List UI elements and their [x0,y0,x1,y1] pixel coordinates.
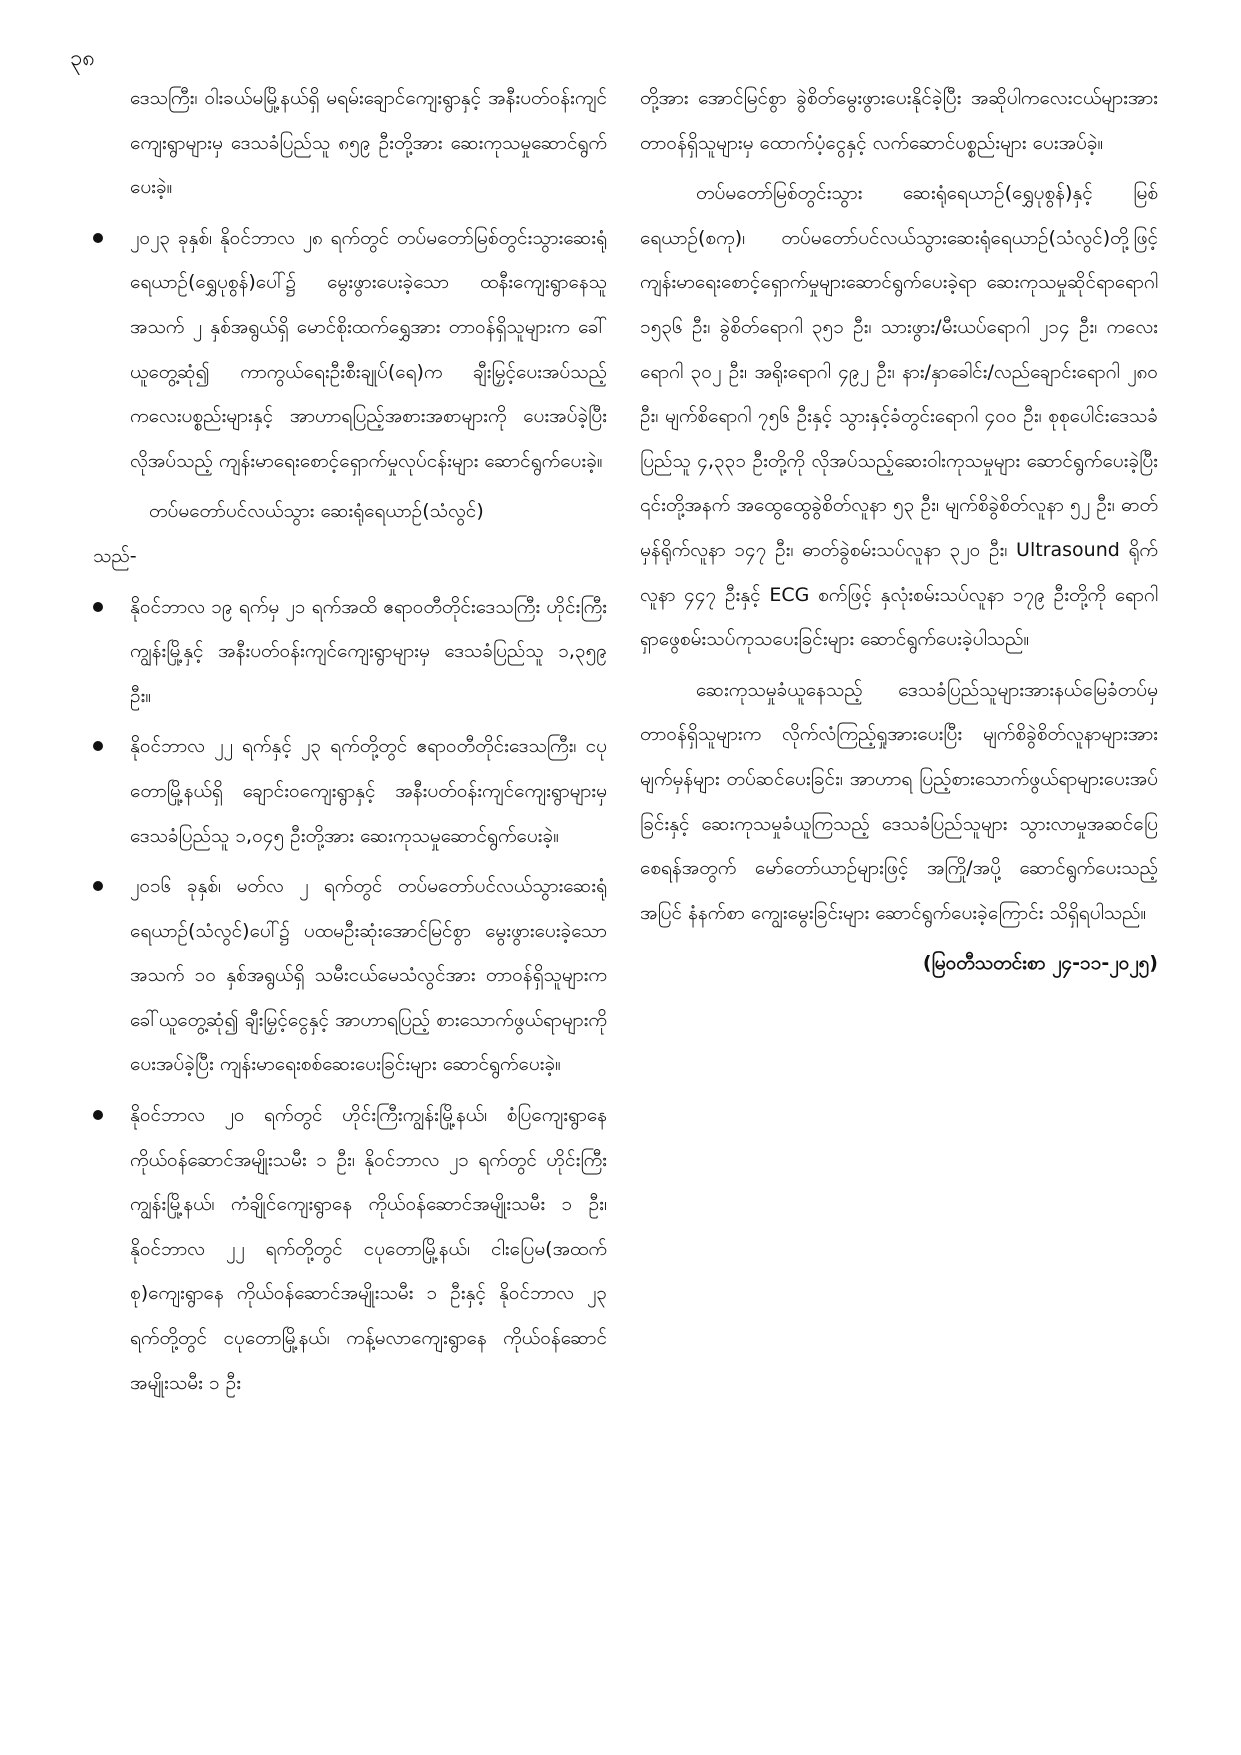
bullet-item [93,585,607,719]
bullet-item [93,724,607,858]
bullet-icon [93,741,103,751]
source-citation: (မြဝတီသတင်းစာ ၂၄-၁၁-၂၀၂၅) [922,952,1158,975]
bullet-list-2 [93,585,607,1406]
bullet-icon [93,881,103,891]
continued-paragraph: တို့အား အောင်မြင်စွာ ခွဲစိတ်မွေးဖွားပေးနိုင်ခဲ့ပြီး အဆိုပါကလေးငယ်များအား တာဝန်ရှိသူများမှ ထောက်ပံ့ငွေနှင့် လက်ဆောင်ပစ္စည်းများ ပေးအပ်ခဲ့။ [640,87,1158,154]
right-column [640,76,1158,986]
page-number: ၃၈ [70,46,95,71]
bullet-icon [93,233,103,243]
bullet-list-1 [93,216,607,484]
left-column [93,76,607,1411]
bullet-text: ၂၀၁၆ ခုနှစ်၊ မတ်လ ၂ ရက်တွင် တပ်မတော်ပင်လယ်သွားဆေးရုံရေယာဉ်(သံလွင်)ပေါ်၌ ပထမဦးဆုံးအောင်မြင်စွာ မွေးဖွားပေးခဲ့သော အသက် ၁၀ နှစ်အရွယ်ရှိ သမီးငယ်မေသံလွင်အား တာဝန်ရှိသူများက ခေါ်ယူတွေ့ဆုံ၍ ချီးမြှင့်ငွေနှင့် အာဟာရပြည့် စားသောက်ဖွယ်ရာများကို ပေးအပ်ခဲ့ပြီး ကျန်းမာရေးစစ်ဆေးပေးခြင်းများ ဆောင်ရွက်ပေးခဲ့။ [130,875,607,1076]
continued-paragraph: ဒေသကြီး၊ ဝါးခယ်မမြို့နယ်ရှိ မရမ်းချောင်ကျေးရွာနှင့် အနီးပတ်ဝန်းကျင်ကျေးရွာများမှ ဒေသခံပြည်သူ ၈၅၉ ဦးတို့အား ဆေးကုသမှုဆောင်ရွက်ပေးခဲ့။ [130,87,607,199]
body-paragraph: ဆေးကုသမှုခံယူနေသည့် ဒေသခံပြည်သူများအားနယ်မြေခံတပ်မှ တာဝန်ရှိသူများက လိုက်လံကြည့်ရှုအားပေးပြီး မျက်စိခွဲစိတ်လူနာများအား မျက်မှန်များ တပ်ဆင်ပေးခြင်း၊ အာဟာရ ပြည့်စားသောက်ဖွယ်ရာများပေးအပ်ခြင်းနှင့် ဆေးကုသမှုခံယူကြသည့် ဒေသခံပြည်သူများ သွားလာမှုအဆင်ပြေစေရန်အတွက် မော်တော်ယာဉ်များဖြင့် အကြို/အပို့ ဆောင်ရွက်ပေးသည့်အပြင် နံနက်စာ ကျွေးမွေးခြင်းများ ဆောင်ရွက်ပေးခဲ့ကြောင်း သိရှိရပါသည်။ [640,678,1158,924]
bullet-icon [93,1110,103,1120]
bullet-item [93,216,607,484]
bullet-text: နိုဝင်ဘာလ ၁၉ ရက်မှ ၂၁ ရက်အထိ ဧရာဝတီတိုင်းဒေသကြီး ဟိုင်းကြီးကျွန်းမြို့နှင့် အနီးပတ်ဝန်းကျင်ကျေးရွာများမှ ဒေသခံပြည်သူ ၁,၃၅၉ ဦး။ [130,595,607,707]
bullet-text: ၂၀၂၃ ခုနှစ်၊ နိုဝင်ဘာလ ၂၈ ရက်တွင် တပ်မတော်မြစ်တွင်းသွားဆေးရုံရေယာဉ်(ရွှေပုစွန်)ပေါ်၌ မွေးဖွားပေးခဲ့သော ထနီးကျေးရွာနေသူ အသက် ၂ နှစ်အရွယ်ရှိ မောင်စိုးထက်ရွှေအား တာဝန်ရှိသူများက ခေါ်ယူတွေ့ဆုံ၍ ကာကွယ်ရေးဦးစီးချုပ်(ရေ)က ချီးမြှင့်ပေးအပ်သည့် ကလေးပစ္စည်းများနှင့် အာဟာရပြည့်အစားအစာများကို ပေးအပ်ခဲ့ပြီး လိုအပ်သည့် ကျန်းမာရေးစောင့်ရှောက်မှုလုပ်ငန်းများ ဆောင်ရွက်ပေးခဲ့။ [130,226,607,472]
body-paragraph: တပ်မတော်မြစ်တွင်းသွား ဆေးရုံရေယာဉ်(ရွှေပုစွန်)နှင့် မြစ်ရေယာဉ်(စကု)၊ တပ်မတော်ပင်လယ်သွားဆေးရုံရေယာဉ်(သံလွင်)တို့ဖြင့် ကျန်းမာရေးစောင့်ရှောက်မှုများဆောင်ရွက်ပေးခဲ့ရာ ဆေးကုသမှုဆိုင်ရာရောဂါ ၁၅၃၆ ဦး၊ ခွဲစိတ်ရောဂါ ၃၅၁ ဦး၊ သားဖွား/မီးယပ်ရောဂါ ၂၁၄ ဦး၊ ကလေးရောဂါ ၃၀၂ ဦး၊ အရိုးရောဂါ ၄၉၂ ဦး၊ နား/နှာခေါင်း/လည်ချောင်းရောဂါ ၂၈၀ ဦး၊ မျက်စိရောဂါ ၇၅၆ ဦးနှင့် သွားနှင့်ခံတွင်းရောဂါ ၄၀၀ ဦး၊ စုစုပေါင်းဒေသခံပြည်သူ ၄,၃၃၁ ဦးတို့ကို လိုအပ်သည့်ဆေးဝါးကုသမှုများ ဆောင်ရွက်ပေးခဲ့ပြီး ၎င်းတို့အနက် အထွေထွေခွဲစိတ်လူနာ ၅၃ ဦး၊ မျက်စိခွဲစိတ်လူနာ ၅၂ ဦး၊ ဓာတ်မှန်ရိုက်လူနာ ၁၄၇ ဦး၊ ဓာတ်ခွဲစမ်းသပ်လူနာ ၃၂၀ ဦး၊ Ultrasound ရိုက်လူနာ ၄၄၇ ဦးနှင့် ECG စက်ဖြင့် နှလုံးစမ်းသပ်လူနာ ၁၇၉ ဦးတို့ကို ရောဂါရှာဖွေစမ်းသပ်ကုသပေးခြင်းများ ဆောင်ရွက်ပေးခဲ့ပါသည်။ [640,182,1158,651]
bullet-icon [93,602,103,612]
bullet-text: နိုဝင်ဘာလ ၂၀ ရက်တွင် ဟိုင်းကြီးကျွန်းမြို့နယ်၊ စံပြကျေးရွာနေ ကိုယ်ဝန်ဆောင်အမျိုးသမီး ၁ ဦး၊ နိုဝင်ဘာလ ၂၁ ရက်တွင် ဟိုင်းကြီးကျွန်းမြို့နယ်၊ ကံချိုင်ကျေးရွာနေ ကိုယ်ဝန်ဆောင်အမျိုးသမီး ၁ ဦး၊ နိုဝင်ဘာလ ၂၂ ရက်တို့တွင် ငပုတောမြို့နယ်၊ ငါးပြေမ(အထက်စု)ကျေးရွာနေ ကိုယ်ဝန်ဆောင်အမျိုးသမီး ၁ ဦးနှင့် နိုဝင်ဘာလ ၂၃ ရက်တို့တွင် ငပုတောမြို့နယ်၊ ကန့်မလာကျေးရွာနေ ကိုယ်ဝန်ဆောင်အမျိုးသမီး ၁ ဦး [130,1104,607,1394]
bullet-text: နိုဝင်ဘာလ ၂၂ ရက်နှင့် ၂၃ ရက်တို့တွင် ဧရာဝတီတိုင်းဒေသကြီး၊ ငပုတောမြို့နယ်ရှိ ချောင်းဝကျေးရွာနှင့် အနီးပတ်ဝန်းကျင်ကျေးရွာများမှ ဒေသခံပြည်သူ ၁,၀၄၅ ဦးတို့အား ဆေးကုသမှုဆောင်ရွက်ပေးခဲ့။ [130,735,607,847]
intro-paragraph: တပ်မတော်ပင်လယ်သွား ဆေးရုံရေယာဉ်(သံလွင်) [149,500,484,523]
bullet-item [93,864,607,1087]
intro-suffix: သည်- [93,544,137,567]
bullet-item [93,1093,607,1405]
